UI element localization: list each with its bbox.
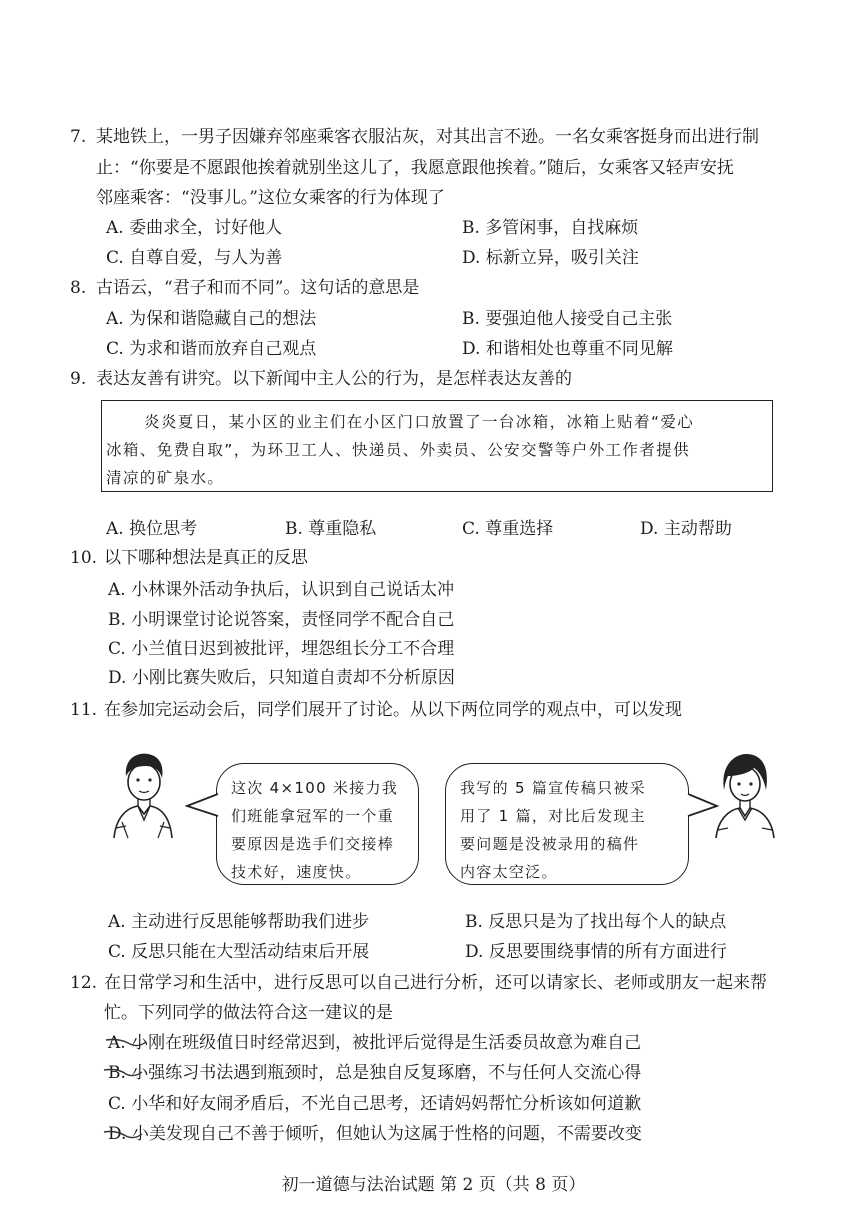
question-11-option-b: B. 反思只是为了找出每个人的缺点 xyxy=(465,912,727,932)
question-10-number: 10. xyxy=(70,548,98,568)
question-12-option-a: A. 小刚在班级值日时经常迟到，被批评后觉得是生活委员故意为难自己 xyxy=(108,1033,642,1053)
question-9-text: 表达友善有讲究。以下新闻中主人公的行为，是怎样表达友善的 xyxy=(96,369,572,389)
girl-student-illustration xyxy=(710,750,780,840)
question-8-text: 古语云，“君子和而不同”。这句话的意思是 xyxy=(96,278,420,298)
question-10-text: 以下哪种想法是真正的反思 xyxy=(104,548,308,568)
news-box-line-1: 炎炎夏日，某小区的业主们在小区门口放置了一台冰箱，冰箱上贴着“爱心 xyxy=(106,413,695,431)
handwritten-strikethrough-marks xyxy=(100,1028,160,1148)
news-box-line-2: 冰箱、免费自取”，为环卫工人、快递员、外卖员、公安交警等户外工作者提供 xyxy=(106,441,691,459)
question-7-line-1: 某地铁上，一男子因嫌弃邻座乘客衣服沾灰，对其出言不逊。一名女乘客挺身而出进行制 xyxy=(96,127,759,147)
question-7-option-d: D. 标新立异，吸引关注 xyxy=(462,248,639,268)
question-10-option-b: B. 小明课堂讨论说答案，责怪同学不配合自己 xyxy=(108,610,455,630)
question-8-option-d: D. 和谐相处也尊重不同见解 xyxy=(462,339,673,359)
question-8-option-c: C. 为求和谐而放弃自己观点 xyxy=(106,339,317,359)
question-10-option-c: C. 小兰值日迟到被批评，埋怨组长分工不合理 xyxy=(108,639,455,659)
speech-bubble-left xyxy=(216,763,419,885)
question-11-option-d: D. 反思要围绕事情的所有方面进行 xyxy=(465,942,727,962)
question-9-number: 9. xyxy=(70,369,87,389)
question-8-option-b: B. 要强迫他人接受自己主张 xyxy=(462,309,673,329)
question-7-line-3: 邻座乘客：“没事儿。”这位女乘客的行为体现了 xyxy=(96,188,445,208)
page-footer: 初一道德与法治试题 第 2 页（共 8 页） xyxy=(281,1175,586,1195)
question-7-option-c: C. 自尊自爱，与人为善 xyxy=(106,248,283,268)
question-10-option-d: D. 小刚比赛失败后，只知道自责却不分析原因 xyxy=(108,668,455,688)
question-8-number: 8. xyxy=(70,278,87,298)
speech-right-line-4: 内容太空泛。 xyxy=(460,863,558,881)
speech-right-line-3: 要问题是没被录用的稿件 xyxy=(460,835,640,853)
question-9-option-b: B. 尊重隐私 xyxy=(285,519,377,539)
news-box-line-3: 清凉的矿泉水。 xyxy=(106,469,225,487)
question-9-option-d: D. 主动帮助 xyxy=(640,519,732,539)
question-12-line-2: 忙。下列同学的做法符合这一建议的是 xyxy=(104,1003,393,1023)
question-11-option-a: A. 主动进行反思能够帮助我们进步 xyxy=(108,912,370,932)
news-box xyxy=(101,400,773,492)
question-12-option-c: C. 小华和好友闹矛盾后，不光自己思考，还请妈妈帮忙分析该如何道歉 xyxy=(108,1094,642,1114)
question-11-text: 在参加完运动会后，同学们展开了讨论。从以下两位同学的观点中，可以发现 xyxy=(104,700,682,720)
speech-right-line-1: 我写的 5 篇宣传稿只被采 xyxy=(460,779,646,797)
question-7-option-b: B. 多管闲事，自找麻烦 xyxy=(462,218,639,238)
question-10-option-a: A. 小林课外活动争执后，认识到自己说话太冲 xyxy=(108,580,455,600)
question-7-number: 7. xyxy=(70,127,87,147)
question-12-option-d: D. 小美发现自己不善于倾听，但她认为这属于性格的问题，不需要改变 xyxy=(108,1124,642,1144)
boy-student-illustration xyxy=(108,748,178,840)
question-12-line-1: 在日常学习和生活中，进行反思可以自己进行分析，还可以请家长、老师或朋友一起来帮 xyxy=(104,973,767,993)
speech-left-line-2: 们班能拿冠军的一个重 xyxy=(231,807,395,825)
question-9-option-a: A. 换位思考 xyxy=(106,519,198,539)
speech-bubble-left-tail xyxy=(185,790,221,820)
question-7-line-2: 止：“你要是不愿跟他挨着就别坐这儿了，我愿意跟他挨着。”随后，女乘客又轻声安抚 xyxy=(96,158,734,178)
question-12-number: 12. xyxy=(70,973,98,993)
speech-left-line-3: 要原因是选手们交接棒 xyxy=(231,835,395,853)
speech-left-line-1: 这次 4×100 米接力我 xyxy=(231,779,399,797)
question-12-option-b: B. 小强练习书法遇到瓶颈时，总是独自反复琢磨，不与任何人交流心得 xyxy=(108,1063,642,1083)
speech-left-line-4: 技术好，速度快。 xyxy=(231,863,362,881)
question-9-option-c: C. 尊重选择 xyxy=(462,519,554,539)
question-11-option-c: C. 反思只能在大型活动结束后开展 xyxy=(108,942,370,962)
question-8-option-a: A. 为保和谐隐藏自己的想法 xyxy=(106,309,317,329)
question-11-number: 11. xyxy=(70,700,98,720)
speech-right-line-2: 用了 1 篇，对比后发现主 xyxy=(460,807,646,825)
question-7-option-a: A. 委曲求全，讨好他人 xyxy=(106,218,283,238)
speech-bubble-right xyxy=(445,763,689,885)
